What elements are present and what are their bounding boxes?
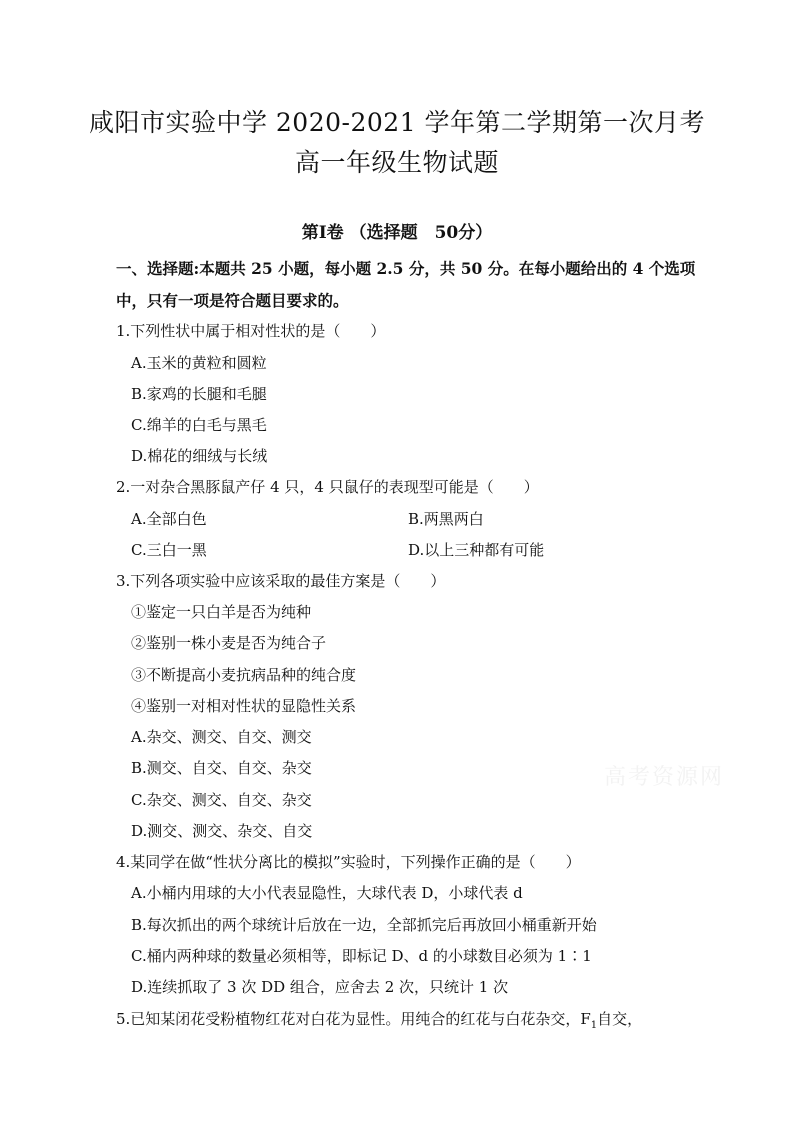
question-3-item-4: ④鉴别一对相对性状的显隐性关系 <box>131 697 357 715</box>
question-1-stem: 1.下列性状中属于相对性状的是（ ） <box>116 322 386 340</box>
question-3-stem: 3.下列各项实验中应该采取的最佳方案是（ ） <box>116 572 446 590</box>
question-2-option-a: A.全部白色 <box>131 510 207 528</box>
question-4-option-d: D.连续抓取了 3 次 DD 组合，应舍去 2 次，只统计 1 次 <box>131 978 509 996</box>
question-2-option-c: C.三白一黑 <box>131 541 207 559</box>
question-5-stem-main: 5.已知某闭花受粉植物红花对白花为显性。用纯合的红花与白花杂交，F <box>116 1010 591 1028</box>
question-4-option-c: C.桶内两种球的数量必须相等，即标记 D、d 的小球数目必须为 1∶1 <box>131 947 592 965</box>
question-1-option-a: A.玉米的黄粒和圆粒 <box>131 354 267 372</box>
question-3-item-2: ②鉴别一株小麦是否为纯合子 <box>131 634 327 652</box>
question-4-stem: 4.某同学在做“性状分离比的模拟”实验时，下列操作正确的是（ ） <box>116 853 581 871</box>
question-5-stem-tail: 自交， <box>597 1010 643 1028</box>
question-3-option-c: C.杂交、测交、自交、杂交 <box>131 791 312 809</box>
question-3-option-d: D.测交、测交、杂交、自交 <box>131 822 313 840</box>
question-2-option-b: B.两黑两白 <box>408 510 484 528</box>
question-1-option-d: D.棉花的细绒与长绒 <box>131 447 268 465</box>
watermark: 高考资源网 <box>604 765 725 790</box>
question-3-option-a: A.杂交、测交、自交、测交 <box>131 728 312 746</box>
question-2-option-d: D.以上三种都有可能 <box>408 541 545 559</box>
question-3-option-b: B.测交、自交、自交、杂交 <box>131 759 312 777</box>
question-2-stem: 2.一对杂合黑豚鼠产仔 4 只，4 只鼠仔的表现型可能是（ ） <box>116 478 539 496</box>
question-3-item-1: ①鉴定一只白羊是否为纯种 <box>131 603 312 621</box>
section-instruction-line2: 中，只有一项是符合题目要求的。 <box>116 291 349 310</box>
question-5-stem <box>116 1008 642 1031</box>
exam-title-line2: 高一年级生物试题 <box>294 148 499 177</box>
section-heading: 第Ⅰ卷 （选择题 50分） <box>301 223 493 243</box>
question-3-item-3: ③不断提高小麦抗病品种的纯合度 <box>131 666 357 684</box>
question-1-option-b: B.家鸡的长腿和毛腿 <box>131 385 267 403</box>
question-1-option-c: C.绵羊的白毛与黑毛 <box>131 416 267 434</box>
exam-title-line1: 咸阳市实验中学 2020-2021 学年第二学期第一次月考 <box>88 108 706 137</box>
question-4-option-b: B.每次抓出的两个球统计后放在一边，全部抓完后再放回小桶重新开始 <box>131 916 597 934</box>
section-instruction-line1: 一、选择题:本题共 25 小题，每小题 2.5 分，共 50 分。在每小题给出的 4 个选项 <box>116 259 696 278</box>
question-5-stem-subscript: 1 <box>590 1020 598 1031</box>
question-4-option-a: A.小桶内用球的大小代表显隐性，大球代表 D，小球代表 d <box>131 884 523 902</box>
